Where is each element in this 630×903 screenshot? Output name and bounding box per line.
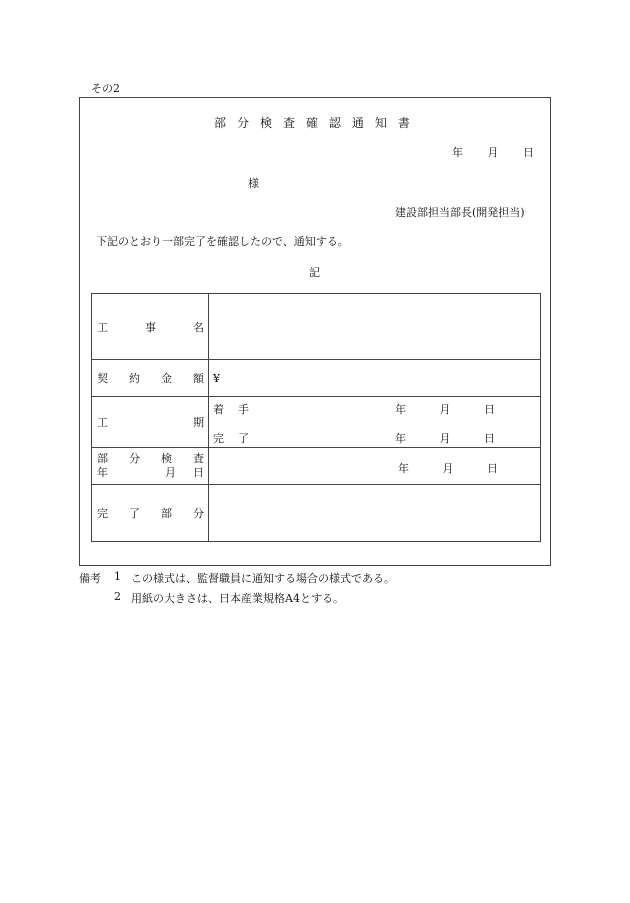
title-char: 確: [305, 116, 318, 130]
date-month: 月: [487, 146, 499, 159]
table-row: [92, 294, 541, 360]
value-kanryo-bubun: [209, 485, 541, 542]
notes-label: 備考: [79, 572, 101, 585]
kanryo-date: 年 月 日: [395, 432, 495, 445]
title-char: 部: [214, 116, 227, 130]
note-text: この様式は、監督職員に通知する場合の様式である。: [131, 572, 395, 585]
yen-sign: ¥: [213, 372, 220, 385]
chakushu-label: 着 手: [213, 403, 249, 416]
value-bubun-kensa: [209, 448, 541, 485]
form-number: その2: [91, 82, 120, 95]
note-number: 1: [114, 570, 121, 583]
note-number: 2: [114, 590, 121, 603]
table-row: [92, 485, 541, 542]
table-row: [92, 397, 541, 448]
chakushu-date: 年 月 日: [395, 403, 495, 416]
value-koki: [209, 397, 541, 448]
label-koji-mei: 工 事 名: [92, 294, 209, 360]
note-text: 用紙の大きさは、日本産業規格A4とする。: [131, 592, 344, 605]
date-day: 日: [523, 146, 534, 159]
title-char: 書: [397, 116, 410, 130]
title-char: 検: [259, 116, 272, 130]
table-row: [92, 360, 541, 397]
sender: 建設部担当部長(開発担当): [395, 206, 525, 219]
intro-text: 下記のとおり一部完了を確認したので、通知する。: [96, 235, 349, 248]
addressee-suffix: 様: [248, 177, 259, 190]
label-keiyaku-kingaku: 契 約 金 額: [92, 360, 209, 397]
value-keiyaku-kingaku: [209, 360, 541, 397]
issue-date: [452, 144, 534, 160]
table-row: [92, 448, 541, 485]
ki-heading: 記: [309, 266, 320, 279]
title-char: 認: [328, 116, 341, 130]
title-char: 通: [351, 116, 364, 130]
details-table: [91, 293, 541, 542]
date-year: 年: [452, 146, 463, 159]
value-koji-mei: [209, 294, 541, 360]
document-title: [214, 114, 410, 131]
title-char: 知: [374, 116, 387, 130]
kanryo-label: 完 了: [213, 432, 249, 445]
kensa-date: 年 月 日: [398, 462, 498, 475]
label-koki: 工 期: [92, 397, 209, 448]
label-bubun-kensa: 部 分 検 査 年 月 日: [92, 448, 209, 485]
label-kanryo-bubun: 完 了 部 分: [92, 485, 209, 542]
title-char: 査: [282, 116, 295, 130]
title-char: 分: [236, 116, 249, 130]
